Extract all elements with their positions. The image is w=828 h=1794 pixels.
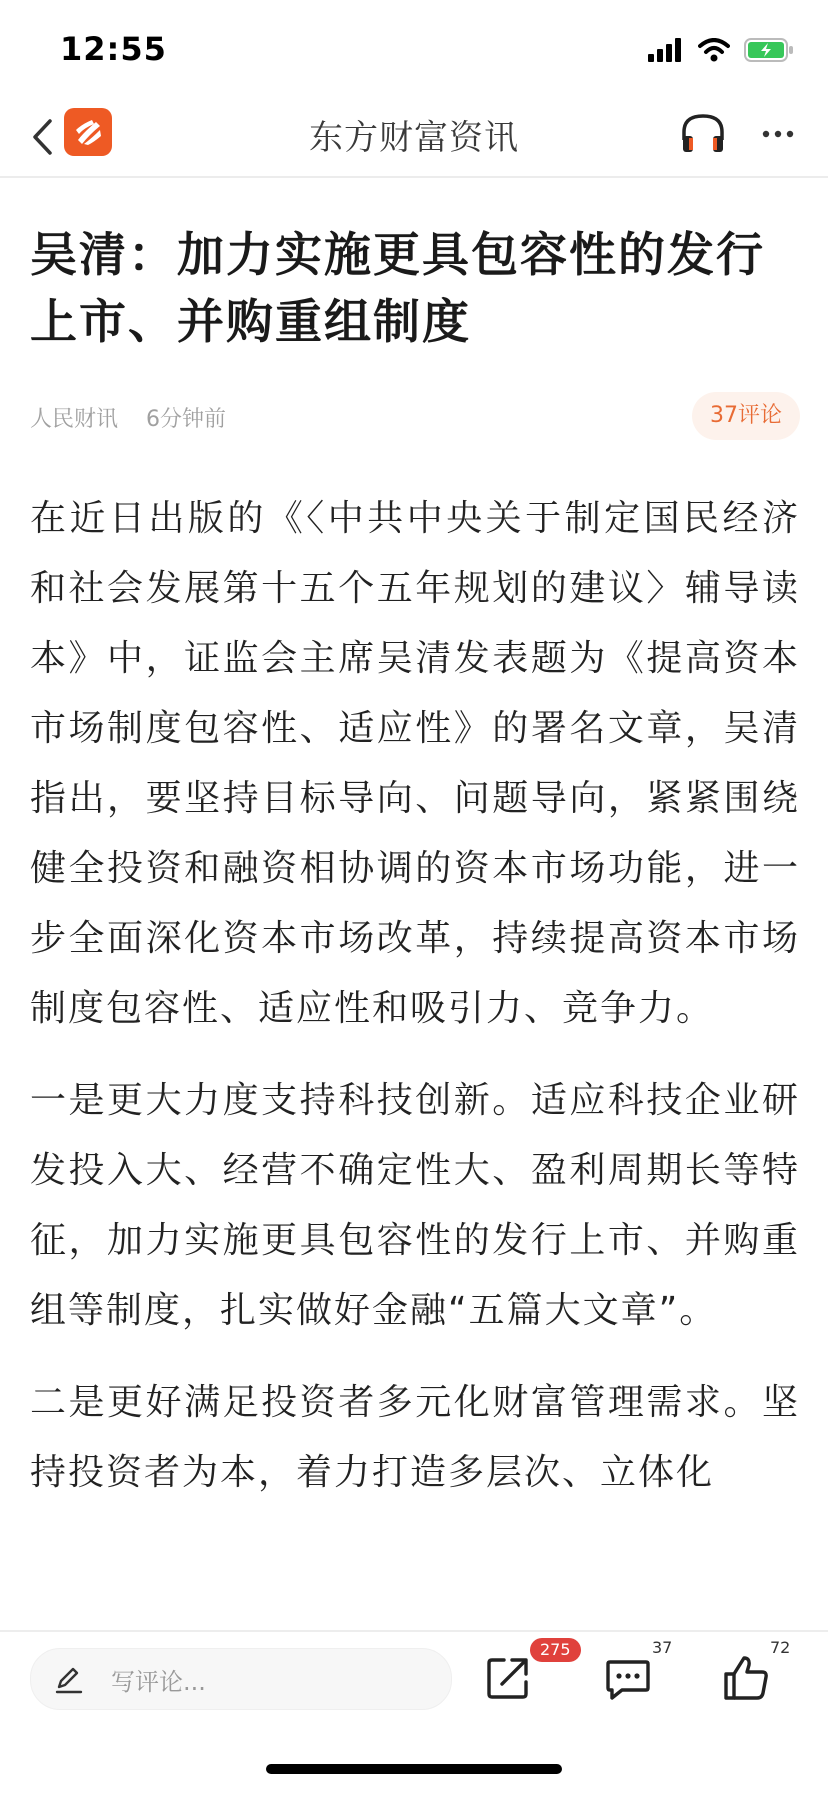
article-paragraph: 二是更好满足投资者多元化财富管理需求。坚持投资者为本，着力打造多层次、立体化 [30, 1382, 800, 1493]
status-time: 12:55 [60, 30, 167, 68]
comments-pill-button[interactable]: 37评论 [692, 392, 800, 440]
wifi-icon [698, 38, 730, 62]
battery-charging-icon [744, 37, 794, 63]
more-icon [762, 130, 794, 138]
home-indicator[interactable] [266, 1764, 562, 1774]
article-body [30, 484, 800, 1508]
audio-button[interactable] [678, 108, 728, 158]
status-bar [0, 0, 828, 100]
comment-input[interactable] [30, 1648, 452, 1710]
article-time: 6分钟前 [146, 407, 226, 432]
article-source[interactable]: 人民财讯 [30, 407, 119, 432]
like-button[interactable] [718, 1650, 774, 1706]
article-meta [30, 392, 800, 442]
nav-title: 东方财富资讯 [309, 118, 519, 158]
headphones-icon [678, 108, 728, 158]
like-count: 72 [770, 1638, 791, 1657]
article-paragraph: 在近日出版的《〈中共中央关于制定国民经济和社会发展第十五个五年规划的建议〉辅导读本》中，证监会主席吴清发表题为《提高资本市场制度包容性、适应性》的署名文章，吴清指出，要坚持目标导向、问题导向，紧紧围绕健全投资和融资相协调的资本市场功能，进一步全面深化资本市场改革，持续提高资本市场制度包容性、适应性和吸引力、竞争力。 [30, 498, 800, 1029]
article-paragraph: 一是更大力度支持科技创新。适应科技企业研发投入大、经营不确定性大、盈利周期长等特征，加力实施更具包容性的发行上市、并购重组等制度，扎实做好金融“五篇大文章”。 [30, 1080, 800, 1331]
comments-button[interactable] [600, 1650, 656, 1706]
message-icon [600, 1650, 656, 1706]
share-icon [480, 1650, 536, 1706]
thumbs-up-icon [718, 1650, 774, 1706]
share-button[interactable] [480, 1650, 536, 1706]
comment-placeholder: 写评论... [111, 1667, 206, 1696]
comment-count: 37 [652, 1638, 673, 1657]
nav-bar [0, 100, 828, 178]
cellular-signal-icon [648, 38, 684, 62]
status-icons [648, 36, 794, 64]
article [30, 180, 800, 1530]
share-count-badge: 275 [530, 1638, 581, 1662]
more-button[interactable] [756, 112, 800, 156]
pencil-icon [53, 1663, 85, 1695]
article-headline: 吴清：加力实施更具包容性的发行上市、并购重组制度 [30, 228, 765, 350]
